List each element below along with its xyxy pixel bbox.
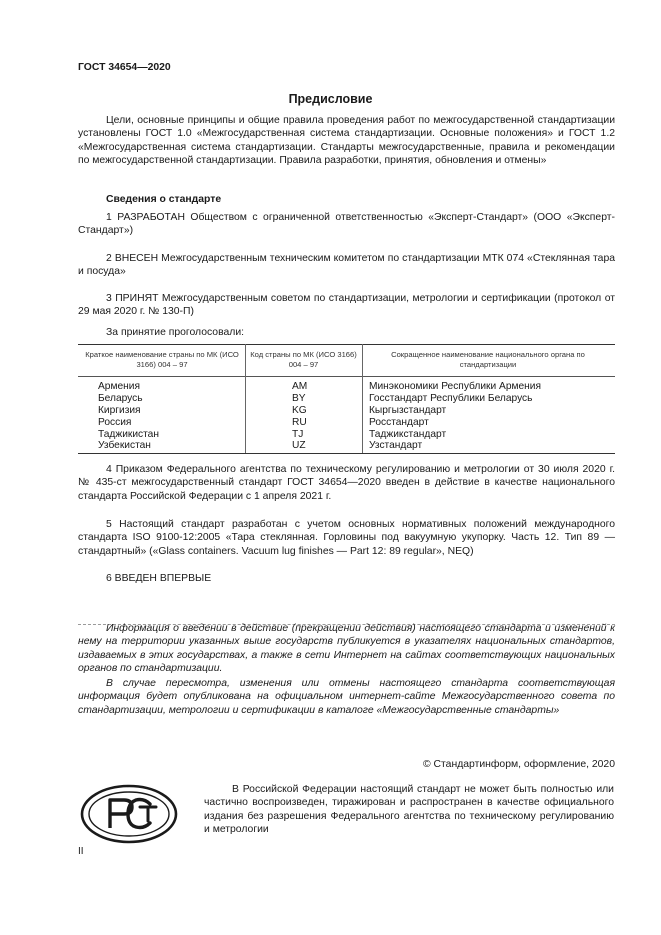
table-cell-code: AM	[292, 381, 308, 392]
voting-table	[78, 344, 615, 454]
header-code: Код страны по МК (ИСО 3166) 004 – 97	[250, 350, 357, 369]
table-cell-body: Таджикстандарт	[369, 429, 447, 440]
table-cell-body: Росстандарт	[369, 417, 429, 428]
page-number: II	[78, 846, 84, 857]
copyright-notice: В Российской Федерации настоящий стандарт не может быть полностью или частично воспроизведен, тиражирован и распространен в качестве официального издания без разрешения Федерального агентства по техническому регулированию и метрологии	[204, 784, 614, 836]
table-cell-country: Россия	[98, 417, 132, 428]
table-cell-country: Киргизия	[98, 405, 141, 416]
item-5-based-on: 5 Настоящий стандарт разработан с учетом основных нормативных положений международного стандарта ISO 9100-12:2005 «Тара стеклянная. Горловины под вакуумную укупорку. Часть 12. Тип 89 — стандартный» («Glass containers. Vacuum lug finishes — Part 12: 89 regular», NEQ)	[78, 519, 615, 557]
table-cell-country: Таджикистан	[98, 429, 159, 440]
item-4-order: 4 Приказом Федерального агентства по техническому регулированию и метрологии от 30 июля 2020 г. № 435-ст межгосударственный стандарт ГОСТ 34654—2020 введен в действие в качестве национального стандарта Российской Федерации с 1 апреля 2021 г.	[78, 464, 615, 502]
table-cell-code: RU	[292, 417, 307, 428]
item-6-first-introduced: 6 ВВЕДЕН ВПЕРВЫЕ	[106, 573, 212, 584]
voted-label: За принятие проголосовали:	[106, 327, 245, 338]
document-code: ГОСТ 34654—2020	[78, 62, 171, 73]
section-heading: Сведения о стандарте	[106, 194, 222, 205]
table-cell-code: KG	[292, 405, 307, 416]
info-paragraph-publication: Информация о введении в действие (прекращении действия) настоящего стандарта и изменений к нему на территории указанных выше государств публикуется в указателях национальных стандартов, издаваемых в этих государствах, а также в сети Интернет на сайтах соответствующих национальных органов по стандартизации.	[78, 623, 615, 675]
copyright-line: © Стандартинформ, оформление, 2020	[422, 759, 615, 770]
item-3-adopted: 3 ПРИНЯТ Межгосударственным советом по стандартизации, метрологии и сертификации (протокол от 29 мая 2020 г. № 130-П)	[78, 293, 615, 318]
table-cell-country: Армения	[98, 381, 140, 392]
table-cell-body: Кыргызстандарт	[369, 405, 447, 416]
table-cell-body: Минэкономики Республики Армения	[369, 381, 541, 392]
table-cell-country: Узбекистан	[98, 440, 151, 451]
table-cell-code: TJ	[292, 429, 304, 440]
table-cell-body: Узстандарт	[369, 440, 423, 451]
info-paragraph-revision: В случае пересмотра, изменения или отмены настоящего стандарта соответствующая информация будет опубликована на официальном интернет-сайте Межгосударственного совета по стандартизации, метрологии и сертификации в каталоге «Межгосударственные стандарты»	[78, 678, 615, 716]
item-2-introduced: 2 ВНЕСЕН Межгосударственным техническим комитетом по стандартизации МТК 074 «Стеклянная тара и посуда»	[78, 253, 615, 278]
intro-paragraph: Цели, основные принципы и общие правила проведения работ по межгосударственной стандартизации установлены ГОСТ 1.0 «Межгосударственная система стандартизации. Основные положения» и ГОСТ 1.2 «Межгосударственная система стандартизации. Стандарты межгосударственные, правила и рекомендации по межгосударственной стандартизации. Правила разработки, принятия, обновления и отмены»	[78, 115, 615, 167]
table-cell-code: UZ	[292, 440, 306, 451]
rst-certification-mark-icon	[80, 784, 178, 844]
header-country: Краткое наименование страны по МК (ИСО 3166) 004 – 97	[85, 350, 239, 369]
page-title: Предисловие	[288, 92, 373, 106]
table-cell-country: Беларусь	[98, 393, 143, 404]
table-cell-code: BY	[292, 393, 306, 404]
table-cell-body: Госстандарт Республики Беларусь	[369, 393, 533, 404]
item-1-developed: 1 РАЗРАБОТАН Обществом с ограниченной ответственностью «Эксперт-Стандарт» (ООО «Эксперт-Стандарт»)	[78, 212, 615, 237]
header-body: Сокращенное наименование национального органа по стандартизации	[391, 350, 585, 369]
